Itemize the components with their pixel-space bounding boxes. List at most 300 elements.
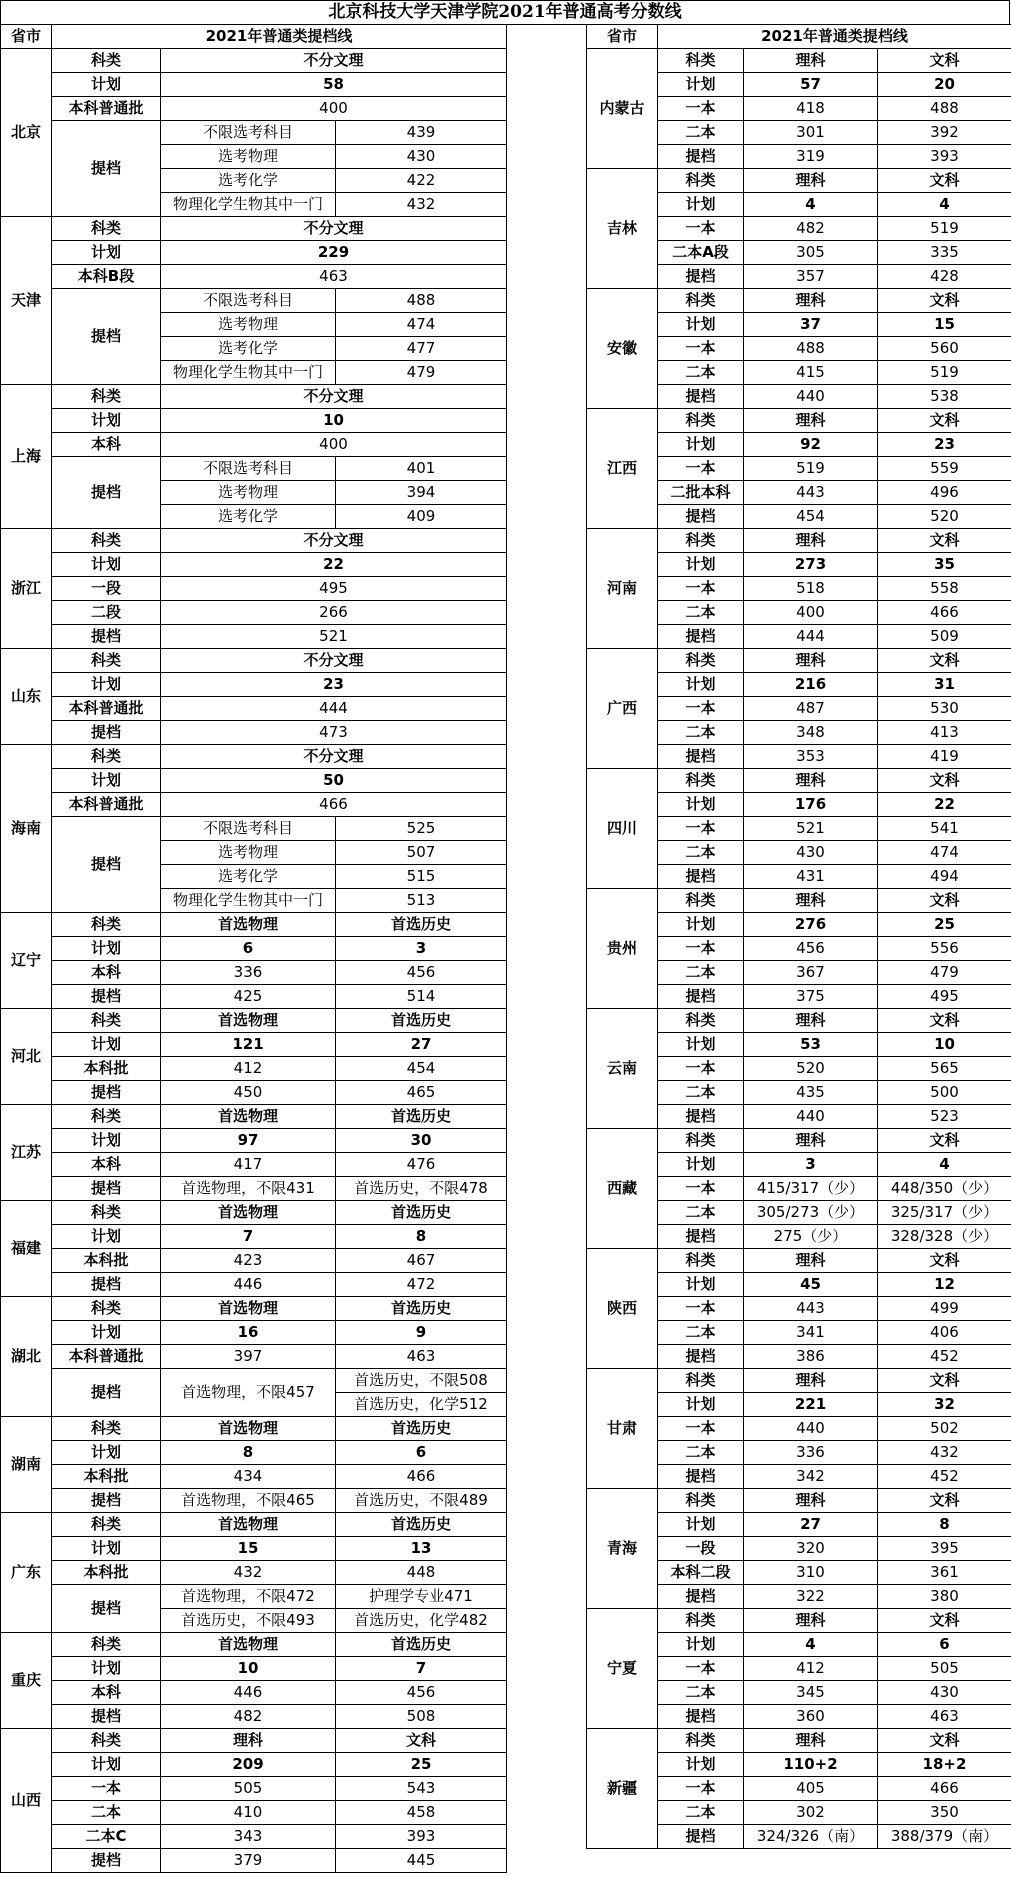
value-col-1: 487 [744, 697, 878, 721]
value-col-2: 35 [878, 553, 1011, 577]
table-row [1, 1729, 507, 1753]
value-col-2: 31 [878, 673, 1011, 697]
row-label: 本科 [52, 433, 161, 457]
table-row [1, 1297, 507, 1321]
table-row [587, 649, 1011, 673]
value-col-2: 10 [878, 1033, 1011, 1057]
value-col-1: 4 [744, 193, 878, 217]
score-value: 430 [336, 145, 507, 169]
value-col-2: 23 [878, 433, 1011, 457]
value-col-2: 488 [878, 97, 1011, 121]
row-label: 二批本科 [658, 481, 744, 505]
table-row [1, 1105, 507, 1129]
row-label: 计划 [658, 1153, 744, 1177]
row-label: 科类 [658, 49, 744, 73]
row-label: 一本 [658, 577, 744, 601]
value-col-2: 406 [878, 1321, 1011, 1345]
table-row [1, 769, 507, 793]
value-col-1: 518 [744, 577, 878, 601]
row-label: 计划 [658, 1513, 744, 1537]
row-label: 计划 [52, 1129, 161, 1153]
province-name: 安徽 [587, 289, 658, 409]
table-row [1, 1201, 507, 1225]
value-col-1: 336 [744, 1441, 878, 1465]
subject-requirement: 不限选考科目 [161, 121, 336, 145]
value-col-1: 415 [744, 361, 878, 385]
row-label: 一段 [52, 577, 161, 601]
value-col-1: 首选物理 [161, 1201, 336, 1225]
score-value: 513 [336, 889, 507, 913]
subject-requirement: 选考化学 [161, 505, 336, 529]
value-col-1: 519 [744, 457, 878, 481]
table-row [1, 1345, 507, 1369]
value-col-2: 文科 [878, 289, 1011, 313]
value-col-1: 209 [161, 1753, 336, 1777]
value-col-2: 448 [336, 1561, 507, 1585]
table-row [1, 289, 507, 313]
row-label: 本科普通批 [52, 697, 161, 721]
value-col-2: 463 [878, 1705, 1011, 1729]
row-label: 二段 [52, 601, 161, 625]
value-col-2: 514 [336, 985, 507, 1009]
value-col-1: 理科 [744, 409, 878, 433]
value-col-1: 415/317（少） [744, 1177, 878, 1201]
value-col-2: 445 [336, 1849, 507, 1873]
row-label: 计划 [658, 193, 744, 217]
row-label: 科类 [52, 913, 161, 937]
table-row [587, 169, 1011, 193]
table-row [1, 745, 507, 769]
row-label: 本科批 [52, 1465, 161, 1489]
value-col-1: 理科 [744, 1489, 878, 1513]
table-row [1, 73, 507, 97]
score-value: 439 [336, 121, 507, 145]
row-value: 10 [161, 409, 507, 433]
table-row [1, 433, 507, 457]
row-value: 400 [161, 433, 507, 457]
table-row [1, 721, 507, 745]
row-label: 提档 [52, 1273, 161, 1297]
table-row [1, 409, 507, 433]
score-history: 首选历史，化学512 [336, 1393, 507, 1417]
value-col-2: 456 [336, 961, 507, 985]
value-col-1: 首选物理，不限465 [161, 1489, 336, 1513]
row-value: 58 [161, 73, 507, 97]
row-label: 提档 [52, 625, 161, 649]
value-col-2: 文科 [878, 1729, 1011, 1753]
value-col-1: 450 [161, 1081, 336, 1105]
value-col-1: 53 [744, 1033, 878, 1057]
province-name: 北京 [1, 49, 52, 217]
row-value: 不分文理 [161, 217, 507, 241]
row-label: 二本 [52, 1801, 161, 1825]
row-label: 计划 [658, 913, 744, 937]
row-value: 22 [161, 553, 507, 577]
value-col-1: 412 [744, 1657, 878, 1681]
value-col-1: 理科 [744, 889, 878, 913]
value-col-2: 25 [336, 1753, 507, 1777]
table-row [1, 265, 507, 289]
row-value: 不分文理 [161, 385, 507, 409]
row-label: 计划 [52, 553, 161, 577]
row-label: 本科 [52, 1153, 161, 1177]
row-label: 科类 [52, 1009, 161, 1033]
row-label: 二本A段 [658, 241, 744, 265]
value-col-2: 474 [878, 841, 1011, 865]
row-label: 计划 [52, 1441, 161, 1465]
row-label: 科类 [658, 409, 744, 433]
value-col-2: 25 [878, 913, 1011, 937]
score-value: 422 [336, 169, 507, 193]
value-col-2: 538 [878, 385, 1011, 409]
table-row [1, 649, 507, 673]
value-col-2: 430 [878, 1681, 1011, 1705]
value-col-1: 435 [744, 1081, 878, 1105]
table-row [1, 1633, 507, 1657]
value-col-2: 3 [336, 937, 507, 961]
row-value: 521 [161, 625, 507, 649]
value-col-1: 理科 [161, 1729, 336, 1753]
value-col-1: 首选物理 [161, 1105, 336, 1129]
row-label: 提档 [658, 265, 744, 289]
value-col-2: 30 [336, 1129, 507, 1153]
table-row [587, 1249, 1011, 1273]
row-label: 科类 [658, 1609, 744, 1633]
value-col-2: 8 [878, 1513, 1011, 1537]
row-label: 一本 [658, 1657, 744, 1681]
value-col-1: 首选物理 [161, 1009, 336, 1033]
value-col-2: 335 [878, 241, 1011, 265]
value-col-2: 4 [878, 193, 1011, 217]
value-col-1: 322 [744, 1585, 878, 1609]
table-row [1, 1225, 507, 1249]
row-label: 一本 [658, 1777, 744, 1801]
row-label: 二本 [658, 841, 744, 865]
table-row [1, 1081, 507, 1105]
score-value: 507 [336, 841, 507, 865]
value-col-2: 首选历史，不限489 [336, 1489, 507, 1513]
value-col-1: 348 [744, 721, 878, 745]
value-col-1: 454 [744, 505, 878, 529]
value-col-2: 首选历史 [336, 913, 507, 937]
table-row [1, 97, 507, 121]
header-line: 2021年普通类提档线 [52, 25, 507, 49]
row-value: 466 [161, 793, 507, 817]
row-value: 444 [161, 697, 507, 721]
table-row [1, 817, 507, 841]
value-col-2: 文科 [878, 49, 1011, 73]
value-col-2: 15 [878, 313, 1011, 337]
row-label: 提档 [52, 985, 161, 1009]
table-row [1, 1585, 507, 1609]
value-col-1: 412 [161, 1057, 336, 1081]
table-row [587, 1489, 1011, 1513]
value-col-2: 18+2 [878, 1753, 1011, 1777]
header-row [587, 25, 1011, 49]
value-col-2: 495 [878, 985, 1011, 1009]
value-col-1: 379 [161, 1849, 336, 1873]
row-label: 提档 [52, 457, 161, 529]
value-col-2: 文科 [878, 1009, 1011, 1033]
row-label: 科类 [658, 889, 744, 913]
value-col-1: 305 [744, 241, 878, 265]
value-col-2: 392 [878, 121, 1011, 145]
table-row [1, 1417, 507, 1441]
row-label: 提档 [52, 1369, 161, 1417]
row-label: 本科普通批 [52, 97, 161, 121]
value-col-1: 488 [744, 337, 878, 361]
value-col-1: 431 [744, 865, 878, 889]
row-label: 提档 [52, 1849, 161, 1873]
value-col-2: 首选历史 [336, 1105, 507, 1129]
row-label: 一本 [658, 1057, 744, 1081]
row-label: 一本 [658, 1177, 744, 1201]
value-col-2: 9 [336, 1321, 507, 1345]
value-col-1: 375 [744, 985, 878, 1009]
row-label: 科类 [52, 1105, 161, 1129]
value-col-1: 417 [161, 1153, 336, 1177]
row-label: 计划 [52, 673, 161, 697]
row-label: 提档 [52, 121, 161, 217]
row-label: 本科 [52, 1681, 161, 1705]
province-name: 新疆 [587, 1729, 658, 1849]
table-row [1, 937, 507, 961]
subject-requirement: 选考物理 [161, 841, 336, 865]
left-score-table [0, 24, 507, 1873]
province-name: 江苏 [1, 1105, 52, 1201]
table-row [1, 217, 507, 241]
value-col-2: 文科 [878, 1129, 1011, 1153]
value-col-1: 405 [744, 1777, 878, 1801]
row-value: 495 [161, 577, 507, 601]
value-col-2: 380 [878, 1585, 1011, 1609]
value-col-1: 423 [161, 1249, 336, 1273]
row-value: 不分文理 [161, 49, 507, 73]
value-col-1: 首选物理，不限431 [161, 1177, 336, 1201]
value-col-2: 454 [336, 1057, 507, 1081]
row-label: 本科B段 [52, 265, 161, 289]
value-col-1: 45 [744, 1273, 878, 1297]
province-name: 吉林 [587, 169, 658, 289]
value-col-1: 432 [161, 1561, 336, 1585]
value-col-1: 341 [744, 1321, 878, 1345]
province-name: 西藏 [587, 1129, 658, 1249]
value-col-1: 110+2 [744, 1753, 878, 1777]
row-label: 二本 [658, 601, 744, 625]
table-row [1, 1369, 507, 1393]
row-label: 科类 [52, 49, 161, 73]
row-label: 提档 [52, 1705, 161, 1729]
value-col-2: 文科 [336, 1729, 507, 1753]
table-row [1, 1705, 507, 1729]
row-label: 科类 [658, 1369, 744, 1393]
value-col-2: 首选历史，不限478 [336, 1177, 507, 1201]
value-col-1: 221 [744, 1393, 878, 1417]
value-col-2: 7 [336, 1657, 507, 1681]
province-name: 天津 [1, 217, 52, 385]
table-row [1, 385, 507, 409]
row-value: 不分文理 [161, 649, 507, 673]
value-col-1: 15 [161, 1537, 336, 1561]
value-col-2: 452 [878, 1345, 1011, 1369]
province-name: 江西 [587, 409, 658, 529]
province-name: 重庆 [1, 1633, 52, 1729]
subject-requirement: 物理化学生物其中一门 [161, 193, 336, 217]
row-label: 提档 [658, 385, 744, 409]
value-col-2: 4 [878, 1153, 1011, 1177]
value-col-2: 首选历史 [336, 1201, 507, 1225]
value-col-1: 324/326（南） [744, 1825, 878, 1849]
province-name: 广东 [1, 1513, 52, 1633]
value-col-1: 505 [161, 1777, 336, 1801]
table-row [1, 1129, 507, 1153]
row-label: 提档 [658, 505, 744, 529]
table-row [1, 1153, 507, 1177]
table-row [1, 1465, 507, 1489]
value-col-2: 476 [336, 1153, 507, 1177]
row-label: 本科 [52, 961, 161, 985]
value-col-1: 理科 [744, 649, 878, 673]
row-label: 提档 [658, 985, 744, 1009]
score-value: 394 [336, 481, 507, 505]
value-col-2: 463 [336, 1345, 507, 1369]
table-row [587, 289, 1011, 313]
row-label: 科类 [658, 529, 744, 553]
score-value: 432 [336, 193, 507, 217]
row-label: 提档 [658, 1225, 744, 1249]
row-label: 科类 [658, 1249, 744, 1273]
row-label: 科类 [52, 1729, 161, 1753]
table-row [1, 577, 507, 601]
value-col-2: 558 [878, 577, 1011, 601]
row-label: 一本 [658, 1417, 744, 1441]
subject-requirement: 首选物理，不限472 [161, 1585, 336, 1609]
value-col-2: 12 [878, 1273, 1011, 1297]
value-col-1: 444 [744, 625, 878, 649]
row-label: 计划 [658, 1393, 744, 1417]
row-label: 本科批 [52, 1561, 161, 1585]
subject-requirement: 选考物理 [161, 481, 336, 505]
table-row [1, 625, 507, 649]
value-col-1: 首选物理 [161, 1633, 336, 1657]
table-row [1, 1561, 507, 1585]
row-label: 计划 [52, 73, 161, 97]
row-value: 229 [161, 241, 507, 265]
value-col-2: 文科 [878, 769, 1011, 793]
value-col-1: 434 [161, 1465, 336, 1489]
value-col-2: 8 [336, 1225, 507, 1249]
subject-requirement: 选考物理 [161, 313, 336, 337]
value-col-1: 7 [161, 1225, 336, 1249]
row-label: 科类 [52, 385, 161, 409]
row-label: 一本 [658, 457, 744, 481]
province-name: 河北 [1, 1009, 52, 1105]
value-col-1: 275（少） [744, 1225, 878, 1249]
row-label: 科类 [658, 1009, 744, 1033]
value-col-2: 496 [878, 481, 1011, 505]
value-col-2: 472 [336, 1273, 507, 1297]
value-col-1: 理科 [744, 169, 878, 193]
value-col-1: 410 [161, 1801, 336, 1825]
table-row [1, 121, 507, 145]
row-label: 一段 [658, 1537, 744, 1561]
value-col-1: 320 [744, 1537, 878, 1561]
table-row [1, 1273, 507, 1297]
province-name: 浙江 [1, 529, 52, 649]
value-col-2: 556 [878, 937, 1011, 961]
table-row [1, 1849, 507, 1873]
subject-requirement: 物理化学生物其中一门 [161, 889, 336, 913]
row-label: 计划 [658, 313, 744, 337]
table-row [1, 529, 507, 553]
value-col-2: 文科 [878, 1609, 1011, 1633]
value-col-1: 336 [161, 961, 336, 985]
value-col-1: 456 [744, 937, 878, 961]
row-label: 一本 [658, 1297, 744, 1321]
row-label: 二本 [658, 1681, 744, 1705]
value-col-1: 92 [744, 433, 878, 457]
row-label: 计划 [658, 433, 744, 457]
value-col-2: 27 [336, 1033, 507, 1057]
row-label: 一本 [658, 817, 744, 841]
score-value: 401 [336, 457, 507, 481]
value-col-1: 理科 [744, 529, 878, 553]
value-col-2: 361 [878, 1561, 1011, 1585]
row-label: 计划 [52, 769, 161, 793]
value-col-1: 97 [161, 1129, 336, 1153]
row-label: 二本 [658, 1081, 744, 1105]
value-col-2: 文科 [878, 1489, 1011, 1513]
value-col-1: 446 [161, 1273, 336, 1297]
row-label: 科类 [52, 1201, 161, 1225]
table-row [1, 1513, 507, 1537]
table-row [1, 1489, 507, 1513]
value-col-1: 3 [744, 1153, 878, 1177]
value-col-2: 388/379（南） [878, 1825, 1011, 1849]
value-col-2: 467 [336, 1249, 507, 1273]
province-name: 福建 [1, 1201, 52, 1297]
value-col-2: 325/317（少） [878, 1201, 1011, 1225]
value-col-2: 432 [878, 1441, 1011, 1465]
row-value: 266 [161, 601, 507, 625]
value-col-2: 505 [878, 1657, 1011, 1681]
value-col-2: 32 [878, 1393, 1011, 1417]
value-col-1: 360 [744, 1705, 878, 1729]
row-label: 计划 [658, 793, 744, 817]
table-row [1, 1033, 507, 1057]
value-col-2: 首选历史 [336, 1417, 507, 1441]
table-row [587, 889, 1011, 913]
value-col-2: 393 [878, 145, 1011, 169]
row-label: 提档 [658, 1585, 744, 1609]
value-col-2: 456 [336, 1681, 507, 1705]
row-label: 科类 [52, 1513, 161, 1537]
table-row [587, 1609, 1011, 1633]
row-label: 一本 [658, 937, 744, 961]
row-label: 计划 [658, 73, 744, 97]
value-col-2: 6 [878, 1633, 1011, 1657]
row-label: 二本C [52, 1825, 161, 1849]
value-col-2: 文科 [878, 889, 1011, 913]
table-row [1, 1321, 507, 1345]
value-col-1: 37 [744, 313, 878, 337]
value-col-1: 319 [744, 145, 878, 169]
value-col-1: 6 [161, 937, 336, 961]
value-col-2: 328/328（少） [878, 1225, 1011, 1249]
value-col-2: 452 [878, 1465, 1011, 1489]
row-label: 科类 [52, 217, 161, 241]
value-col-2: 530 [878, 697, 1011, 721]
